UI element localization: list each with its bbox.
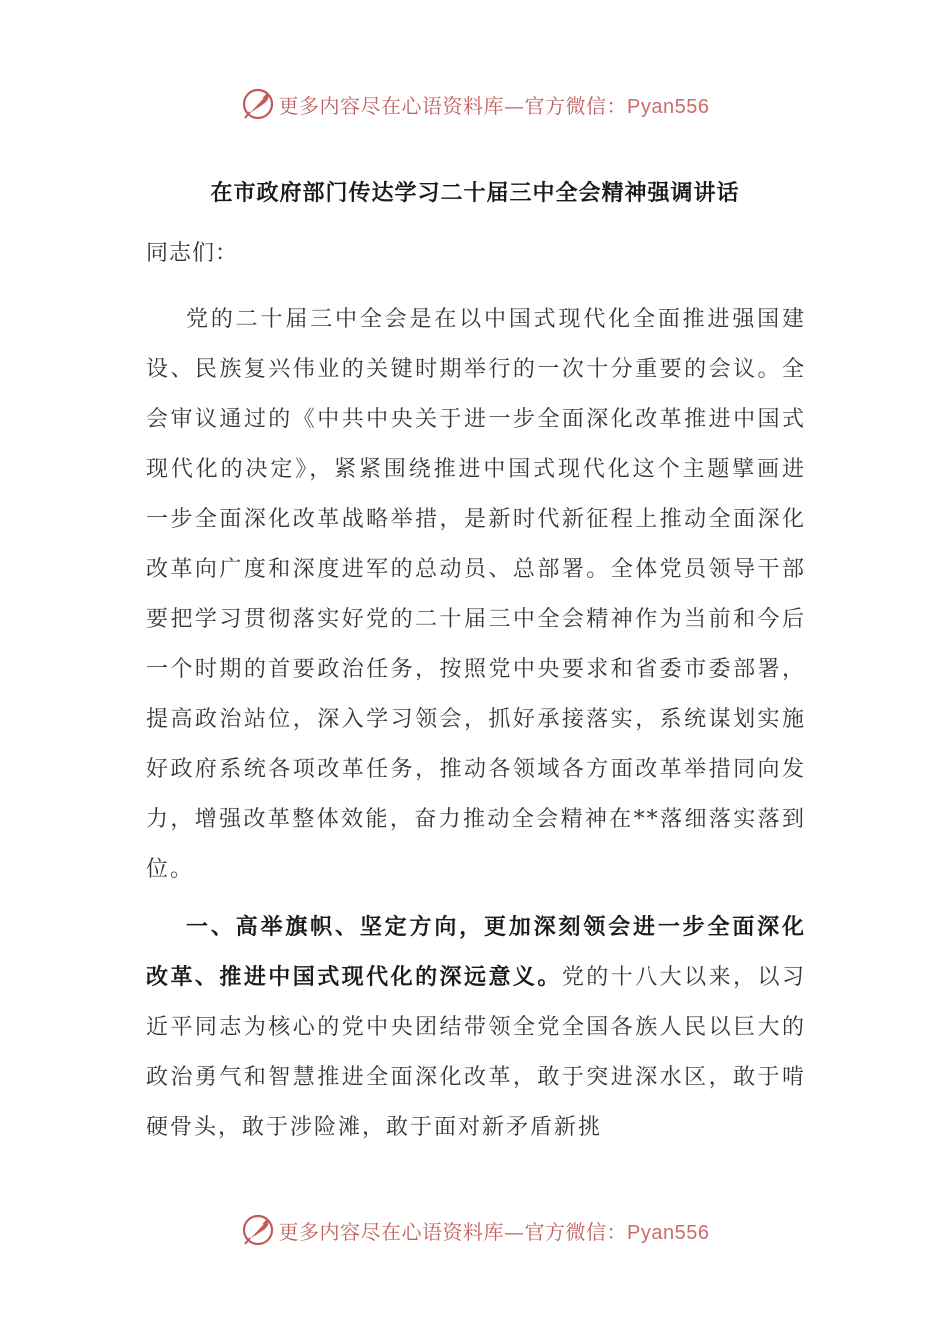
section-body: 党的十八大以来，以习近平同志为核心的党中央团结带领全党全国各族人民以巨大的政治勇气和智慧推进全面深化改革，敢于突进深水区，敢于啃硬骨头，敢于涉险滩，敢于面对新矛盾新挑: [146, 965, 806, 1140]
section-heading: 一、高举旗帜、坚定方向，更加深刻领会进一步全面深化改革、推进中国式现代化的深远意义。: [146, 915, 806, 990]
paragraph-intro: 党的二十届三中全会是在以中国式现代化全面推进强国建设、民族复兴伟业的关键时期举行的一次十分重要的会议。全会审议通过的《中共中央关于进一步全面深化改革推进中国式现代化的决定》，紧紧围绕推进中国式现代化这个主题擘画进一步全面深化改革战略举措，是新时代新征程上推动全面深化改革向广度和深度进军的总动员、总部署。全体党员领导干部要把学习贯彻落实好党的二十届三中全会精神作为当前和今后一个时期的首要政治任务，按照党中央要求和省委市委部署，提高政治站位，深入学习领会，抓好承接落实，系统谋划实施好政府系统各项改革任务，推动各领域各方面改革举措同向发力，增强改革整体效能，奋力推动全会精神在**落细落实落到位。: [146, 307, 806, 882]
watermark-footer: [0, 1208, 950, 1252]
quill-pen-logo-icon: [241, 87, 275, 121]
document-title: 在市政府部门传达学习二十届三中全会精神强调讲话: [210, 181, 740, 206]
watermark-header: [0, 82, 950, 126]
salutation: 同志们：: [146, 241, 239, 266]
paragraph-section-1: [146, 903, 806, 1153]
watermark-text: 更多内容尽在心语资料库—官方微信：: [278, 1219, 628, 1244]
watermark-wechat-id: Pyan556: [627, 95, 710, 118]
watermark-wechat-id: Pyan556: [627, 1221, 710, 1244]
quill-pen-logo-icon: [241, 1213, 275, 1247]
watermark-text: 更多内容尽在心语资料库—官方微信：: [278, 93, 628, 118]
